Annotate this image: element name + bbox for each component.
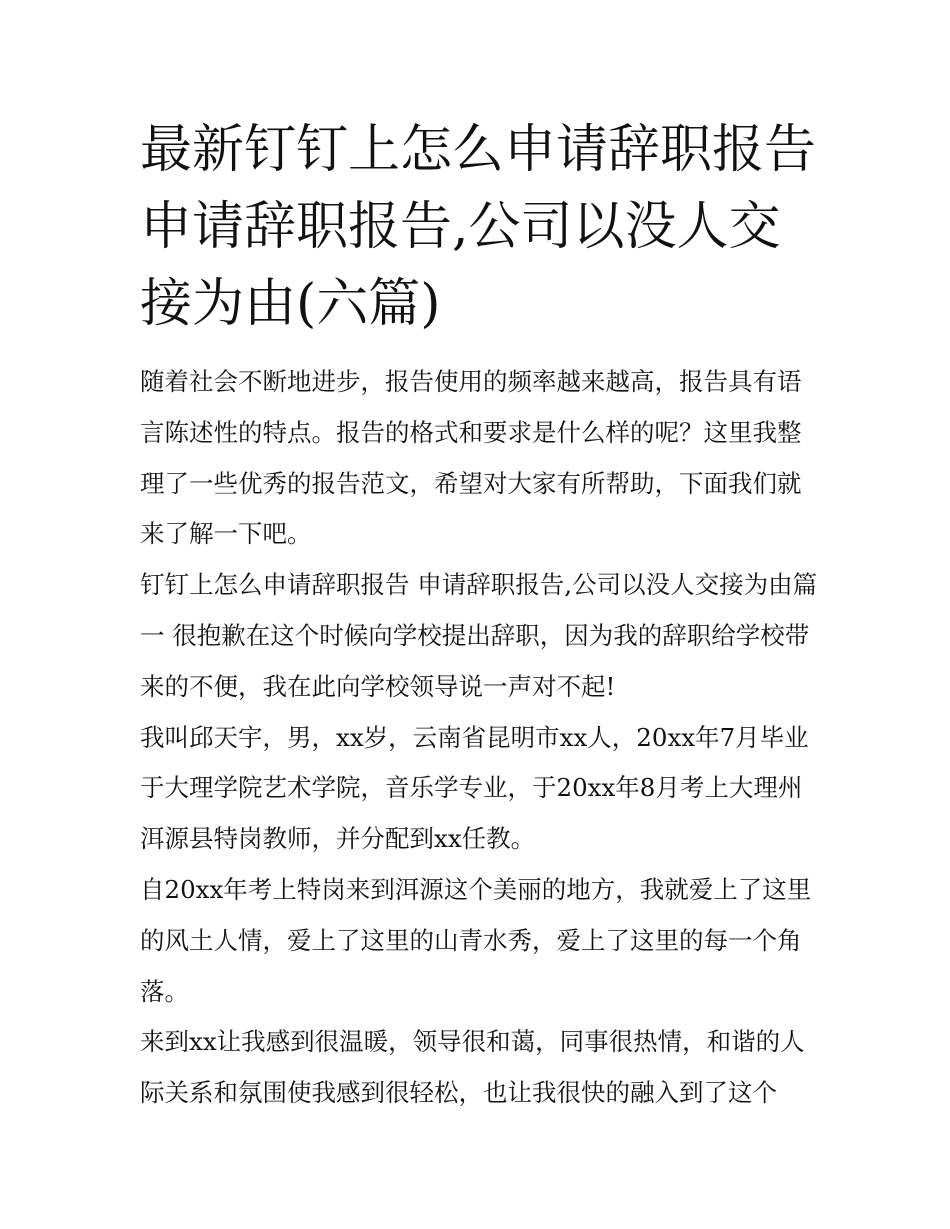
paragraph-arrival: 自20xx年考上特岗来到洱源这个美丽的地方，我就爱上了这里的风土人情，爱上了这里的山青水秀，爱上了这里的每一个角落。 — [140, 874, 812, 1006]
paragraph-colleagues: 来到xx让我感到很温暖，领导很和蔼，同事很热情，和谐的人际关系和氛围使我感到很轻松，也让我很快的融入到了这个 — [140, 1027, 805, 1108]
document-title: 最新钉钉上怎么申请辞职报告申请辞职报告,公司以没人交接为由(六篇) — [140, 120, 817, 334]
paragraph-personal-info: 我叫邱天宇，男，xx岁，云南省昆明市xx人，20xx年7月毕业于大理学院艺术学院，音乐学专业，于20xx年8月考上大理州洱源县特岗教师，并分配到xx任教。 — [140, 722, 809, 854]
document-body — [140, 357, 820, 1119]
paragraph-section-one: 钉钉上怎么申请辞职报告 申请辞职报告,公司以没人交接为由篇一 很抱歉在这个时候向学校提出辞职，因为我的辞职给学校带来的不便，我在此向学校领导说一声对不起! — [140, 570, 818, 701]
paragraph-intro: 随着社会不断地进步，报告使用的频率越来越高，报告具有语言陈述性的特点。报告的格式和要求是什么样的呢？这里我整理了一些优秀的报告范文，希望对大家有所帮助，下面我们就来了解一下吧。 — [140, 367, 802, 549]
